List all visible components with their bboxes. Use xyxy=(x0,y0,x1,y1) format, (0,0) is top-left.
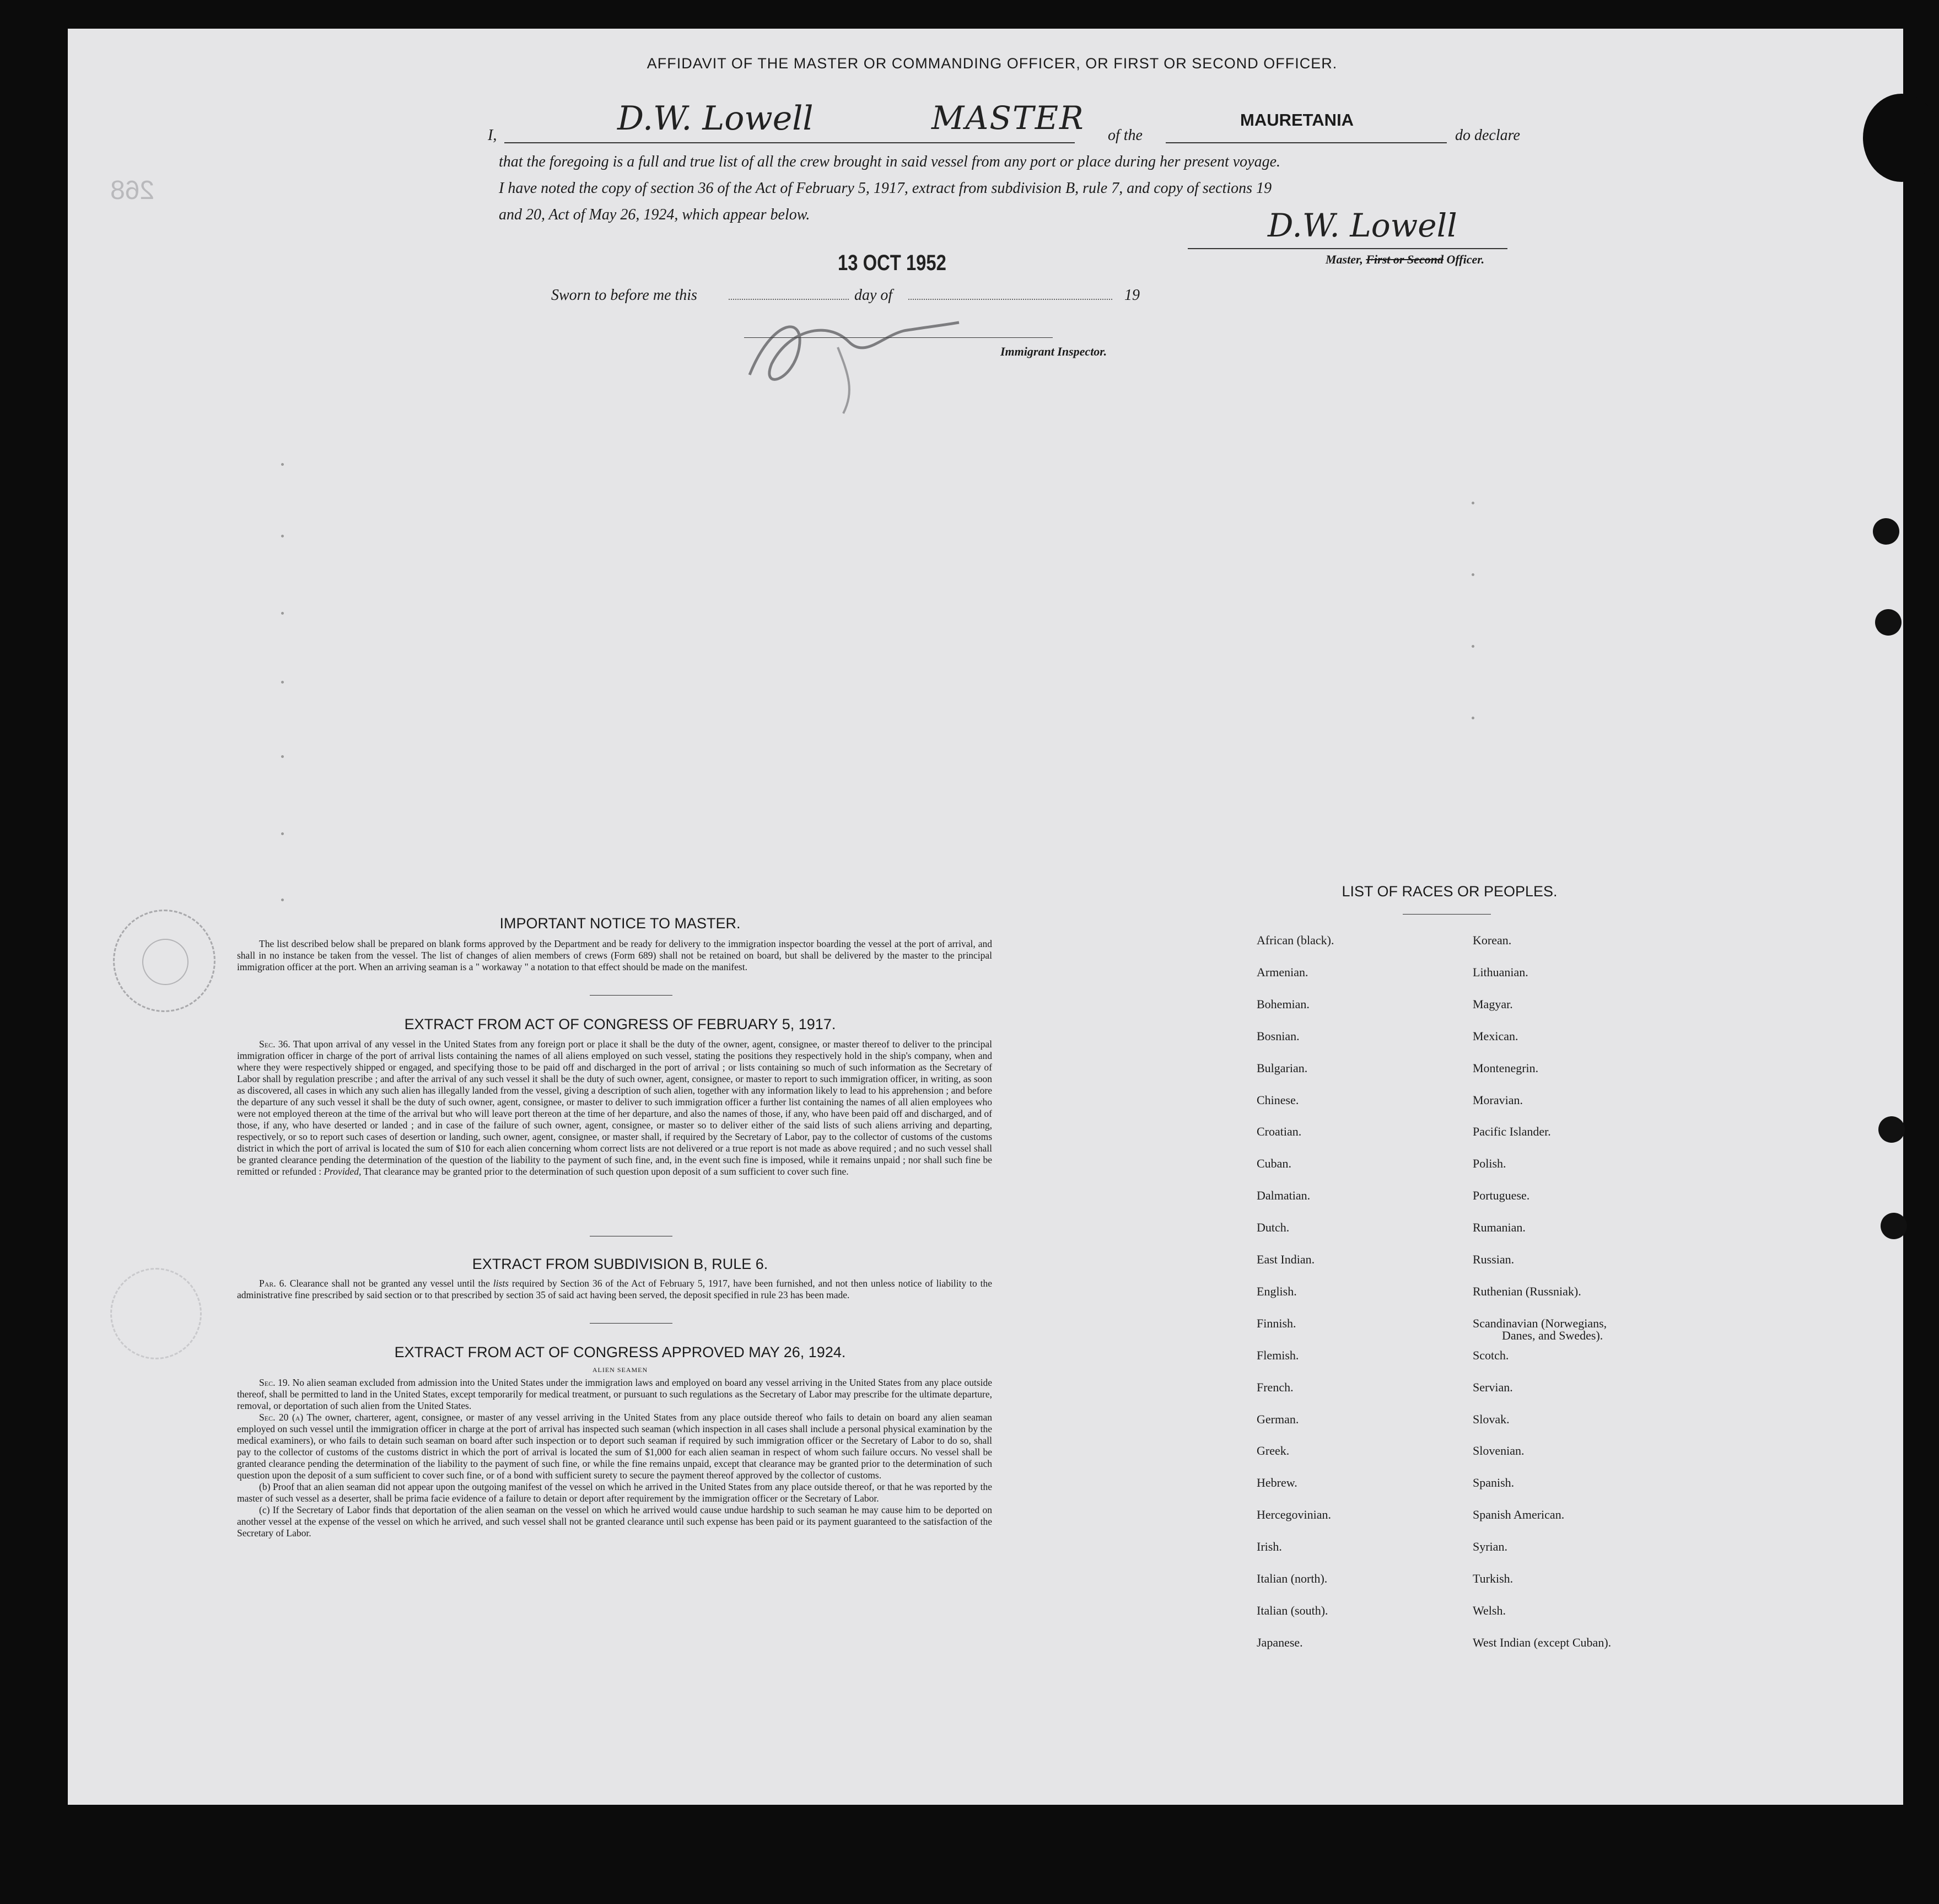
race-item: Spanish American. xyxy=(1473,1508,1565,1522)
race-item: West Indian (except Cuban). xyxy=(1473,1635,1612,1649)
day-of-label: day of xyxy=(854,287,893,304)
divider xyxy=(1403,914,1491,915)
race-item: Montenegrin. xyxy=(1473,1061,1539,1075)
race-item: Russian. xyxy=(1473,1252,1515,1266)
punch-hole xyxy=(1875,609,1902,636)
affidavit-title: AFFIDAVIT OF THE MASTER OR COMMANDING OFFICER, OR FIRST OR SECOND OFFICER. xyxy=(647,55,1338,72)
extract-1917-text: Sec. 36. That upon arrival of any vessel in the United States from any foreign port or place it shall be the duty of the owner, agent, consignee, or master thereof to deliver to the principal immigration officer in charge of the port of arrival lists containing the names of all aliens employed on such vessel, stating the positions they respectively hold in the ship's company, when and where they were respectively shipped or engaged, and specifying those to be paid off and discharged in the port of arrival ; or lists containing so much of such information as the Secretary of Labor shall by regulation prescribe ; and after the arrival of any such vessel it shall be the duty of such owner, agent, consignee, or master to report to such immigration officer, in writing, as soon as discovered, all cases in which any such alien has illegally landed from the vessel, giving a description of such alien, together with any information likely to lead to his apprehension ; and before the departure of any such vessel it shall be the duty of such owner, agent, consignee, or master to deliver to such immigration officer a further list containing the names of all alien employees who were not employed thereon at the time of the arrival but who will leave port thereon at the time of her departure, and also the names of those, if any, who have been paid off and discharged, and of those, if any, who have deserted or landed ; and in case of the failure of such owner, agent, consignee, or master so to deliver either of the said lists of such aliens arriving and departing, respectively, or so to report such cases of desertion or landing, such owner, agent, consignee, or master shall, if required by the Secretary of Labor, pay to the collector of customs of the customs district in which the port of arrival is located the sum of $10 for each alien concerning whom correct lists are not delivered or a true report is not made as above required ; and no such vessel shall be granted clearance pending the determination of the question of the liability to the payment of such fine, and, in the event such fine is imposed, while it remains unpaid ; nor shall such fine be remitted or refunded : Provided, That clearance may be granted prior to the determination of such question upon deposit of a sum sufficient to cover such fine. xyxy=(237,1039,992,1177)
divider xyxy=(590,995,672,996)
race-item: English. xyxy=(1257,1284,1297,1298)
extract-1924-title: EXTRACT FROM ACT OF CONGRESS APPROVED MAY 26, 1924. xyxy=(394,1344,846,1360)
race-item: Polish. xyxy=(1473,1157,1506,1171)
race-item: Croatian. xyxy=(1257,1125,1302,1139)
notice-title: IMPORTANT NOTICE TO MASTER. xyxy=(499,915,741,932)
affidavit-i: I, xyxy=(488,127,497,144)
page-number: 268 xyxy=(110,176,155,205)
ship-line xyxy=(1166,142,1447,143)
race-item: Ruthenian (Russniak). xyxy=(1473,1284,1581,1298)
race-item: Bohemian. xyxy=(1257,997,1310,1011)
affidavit-line-4: and 20, Act of May 26, 1924, which appear below. xyxy=(499,206,810,223)
inspector-signature-line xyxy=(744,337,1053,338)
race-item: Greek. xyxy=(1257,1444,1290,1458)
race-item: German. xyxy=(1257,1412,1299,1426)
year-label: 19 xyxy=(1124,287,1140,304)
punch-hole xyxy=(1873,518,1899,545)
punch-hole xyxy=(1881,1213,1907,1239)
race-item: East Indian. xyxy=(1257,1252,1315,1266)
race-item: Italian (north). xyxy=(1257,1572,1328,1585)
faded-seal xyxy=(110,1268,202,1359)
race-item: Scandinavian (Norwegians, xyxy=(1473,1316,1607,1330)
race-item: Spanish. xyxy=(1473,1476,1515,1490)
race-item: Portuguese. xyxy=(1473,1188,1530,1203)
race-item: Scotch. xyxy=(1473,1348,1509,1362)
race-item: Hebrew. xyxy=(1257,1476,1297,1490)
race-item: Bulgarian. xyxy=(1257,1061,1308,1075)
race-item: Dutch. xyxy=(1257,1220,1290,1235)
race-item: Syrian. xyxy=(1473,1540,1507,1554)
name-line xyxy=(504,142,1075,143)
races-title: LIST OF RACES OR PEOPLES. xyxy=(1342,883,1558,900)
affidavit-line-2: that the foregoing is a full and true list of all the crew brought in said vessel from any port or place during her present voyage. xyxy=(499,153,1281,170)
extract-1924-text: Sec. 19. No alien seaman excluded from admission into the United States under the immigration laws and employed on board any vessel arriving in the United States from any place outside thereof, shall be permitted to land in the United States, except temporarily for medical treatment, or pursuant to such regulations as the Secretary of Labor may prescribe for the ultimate departure, removal, or deportation of such alien from the United States. Sec. 20 (a) The owner, charterer, agent, consignee, or master of any vessel arriving in the United States from any place outside thereof who fails to detain on board any alien seaman employed on such vessel until the immigration officer in charge at the port of arrival has inspected such seaman (which inspection in all cases shall include a personal physical examination by the medical examiners), or who fails to detain such seaman on board after such inspection or to deport such seaman if required by such immigration officer or the Secretary of Labor to do so, shall pay to the collector of customs of the customs district in which the port of arrival is located the sum of $1,000 for each alien seaman in respect of whom such failure occurs. No vessel shall be granted clearance pending the determination of the liability to the payment of such fine, or while the fine remains unpaid, except that clearance may be granted prior to the determination of such question upon the deposit of a sum sufficient to cover such fine, or of a bond with sufficient surety to secure the payment thereof approved by the collector of customs. (b) Proof that an alien seaman did not appear upon the outgoing manifest of the vessel on which he arrived in the United States from any place outside thereof, or that he was reported by the master of such vessel as a deserter, shall be prima facie evidence of a failure to detain or deport after requirement by the immigration officer or the Secretary of Labor. (c) If the Secretary of Labor finds that deportation of the alien seaman on the vessel on which he arrived would cause undue hardship to such seaman he may cause him to be deported on another vessel at the expense of the vessel on which he arrived, and such vessel shall not be granted clearance until such expense has been paid or its payment guaranteed to the satisfaction of the Secretary of Labor. xyxy=(237,1377,993,1539)
divider xyxy=(590,1323,672,1324)
alien-seamen-subtitle: ALIEN SEAMEN xyxy=(592,1366,648,1374)
inspector-caption: Immigrant Inspector. xyxy=(1000,345,1107,358)
master-name-signature: D.W. Lowell xyxy=(617,99,814,138)
race-item-continuation: Danes, and Swedes). xyxy=(1502,1329,1603,1342)
race-item: Finnish. xyxy=(1257,1316,1296,1330)
race-item: Italian (south). xyxy=(1257,1603,1328,1617)
master-caption: Master, First or Second Officer. xyxy=(1326,252,1485,266)
race-item: French. xyxy=(1257,1380,1294,1394)
race-item: Slovenian. xyxy=(1473,1444,1525,1458)
struck-text: First or Second xyxy=(1366,252,1444,266)
official-seal xyxy=(113,910,216,1012)
race-item: Hercegovinian. xyxy=(1257,1508,1331,1522)
race-item: Chinese. xyxy=(1257,1093,1299,1107)
race-item: Dalmatian. xyxy=(1257,1188,1311,1203)
do-declare-label: do declare xyxy=(1455,127,1520,144)
race-item: Bosnian. xyxy=(1257,1029,1300,1043)
race-item: Japanese. xyxy=(1257,1635,1303,1649)
date-stamp: 13 OCT 1952 xyxy=(838,251,946,275)
sworn-label: Sworn to before me this xyxy=(551,287,697,304)
race-item: Lithuanian. xyxy=(1473,965,1528,979)
master-signature-line xyxy=(1188,248,1507,249)
race-item: Servian. xyxy=(1473,1380,1513,1394)
race-item: Cuban. xyxy=(1257,1157,1291,1171)
race-item: African (black). xyxy=(1257,933,1334,947)
rank-handwritten: MASTER xyxy=(931,99,1085,137)
subdivision-text: Par. 6. Clearance shall not be granted any vessel until the lists required by Section 36 of the Act of February 5, 1917, have been furnished, and not then unless notice of liability to the administrative fine prescribed by said section or to that prescribed by section 35 of said act having been served, the deposit specified in rule 23 has been made. xyxy=(237,1278,993,1300)
race-item: Moravian. xyxy=(1473,1093,1523,1107)
race-item: Armenian. xyxy=(1257,965,1308,979)
torn-corner xyxy=(1863,94,1939,182)
inspector-signature xyxy=(739,298,970,419)
race-item: Welsh. xyxy=(1473,1603,1506,1617)
subdivision-title: EXTRACT FROM SUBDIVISION B, RULE 6. xyxy=(472,1256,768,1272)
race-item: Rumanian. xyxy=(1473,1220,1526,1235)
race-item: Pacific Islander. xyxy=(1473,1125,1551,1139)
extract-1917-title: EXTRACT FROM ACT OF CONGRESS OF FEBRUARY 5, 1917. xyxy=(404,1016,836,1032)
race-item: Turkish. xyxy=(1473,1572,1514,1585)
race-item: Slovak. xyxy=(1473,1412,1510,1426)
race-item: Korean. xyxy=(1473,933,1512,947)
ship-name: MAURETANIA xyxy=(1240,110,1354,130)
master-signature: D.W. Lowell xyxy=(1268,207,1457,244)
of-the-label: of the xyxy=(1108,127,1143,144)
affidavit-line-3: I have noted the copy of section 36 of the Act of February 5, 1917, extract from subdivision B, rule 7, and copy of sections 19 xyxy=(499,180,1272,197)
race-item: Mexican. xyxy=(1473,1029,1518,1043)
race-item: Magyar. xyxy=(1473,997,1513,1011)
race-item: Irish. xyxy=(1257,1540,1282,1554)
punch-hole xyxy=(1878,1116,1905,1143)
notice-text: The list described below shall be prepared on blank forms approved by the Department and be ready for delivery to the immigration inspector boarding the vessel at the port of arrival, and shall in no instance be taken from the vessel. The list of changes of alien members of crews (Form 689) shall not be retained on board, but shall be delivered by the master to the principal immigration officer at the port. When an arriving seaman is a " workaway " a notation to that effect should be made on the manifest. xyxy=(237,938,992,972)
race-item: Flemish. xyxy=(1257,1348,1299,1362)
